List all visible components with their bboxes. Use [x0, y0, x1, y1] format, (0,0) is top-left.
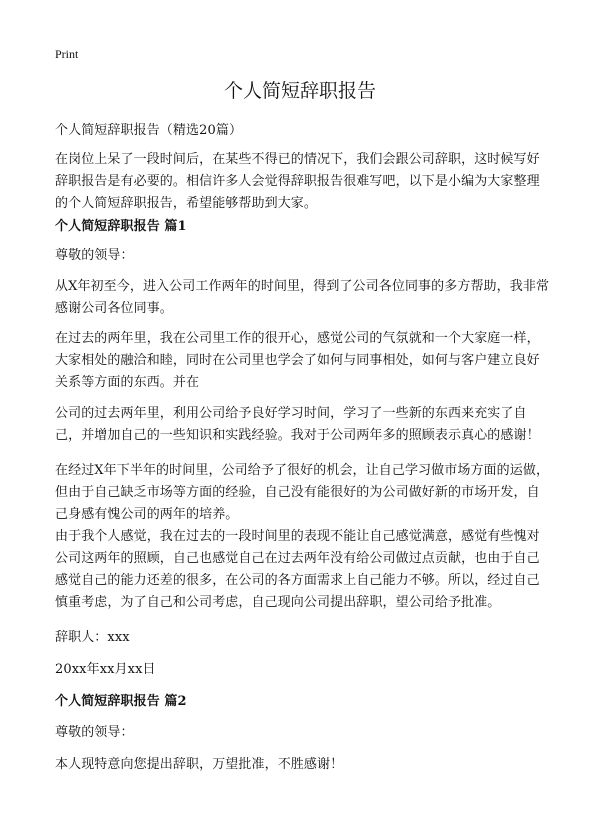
print-label: Print: [55, 47, 79, 61]
section1-heading: 个人简短辞职报告 篇1: [55, 219, 187, 234]
resignation-date: 20xx年xx月xx日: [55, 662, 156, 677]
document-title: 个人简短辞职报告: [223, 80, 376, 102]
section1-paragraph-2: 在过去的两年里，我在公司里工作的很开心，感觉公司的气氛就和一个大家庭一样，大家相处的融洽和睦，同时在公司里也学会了如何与同事相处，如何与客户建立良好关系等方面的东西。并在: [55, 331, 540, 390]
section2-heading: 个人简短辞职报告 篇2: [55, 694, 187, 709]
section1-salutation: 尊敬的领导：: [55, 248, 134, 263]
section1-paragraph-5: 由于我个人感觉，我在过去的一段时间里的表现不能让自己感觉满意，感觉有些愧对公司这两年的照顾，自己也感觉自己在过去两年没有给公司做过点贡献，也由于自己感觉自己的能力还差的很多，在公司的各方面需求上自己能力不够。所以，经过自己慎重考虑，为了自己和公司考虑，自己现向公司提出辞职，望公司给予批准。: [55, 529, 540, 610]
section1-paragraph-3: 公司的过去两年里，利用公司给予良好学习时间，学习了一些新的东西来充实了自己，并增加自己的一些知识和实践经验。我对于公司两年多的照顾表示真心的感谢！: [55, 406, 540, 443]
section2-paragraph-1: 本人现特意向您提出辞职，万望批准，不胜感谢！: [55, 757, 344, 772]
resignee-signature: 辞职人：xxx: [55, 630, 130, 645]
section1-paragraph-4: 在经过X年下半年的时间里，公司给予了很好的机会，让自己学习做市场方面的运做，但由于自己缺乏市场等方面的经验，自己没有能很好的为公司做好新的市场开发，自己身感有愧公司的两年的培养。: [55, 463, 550, 522]
section1-paragraph-1: 从X年初至今，进入公司工作两年的时间里，得到了公司各位同事的多方帮助，我非常感谢公司各位同事。: [55, 279, 550, 316]
document-subtitle: 个人简短辞职报告（精选20篇）: [55, 123, 243, 138]
section2-salutation: 尊敬的领导：: [55, 725, 134, 740]
intro-paragraph: 在岗位上呆了一段时间后，在某些不得已的情况下，我们会跟公司辞职，这时候写好辞职报告是有必要的。相信许多人会觉得辞职报告很难写吧，以下是小编为大家整理的个人简短辞职报告，希望能够帮助到大家。: [55, 152, 540, 211]
